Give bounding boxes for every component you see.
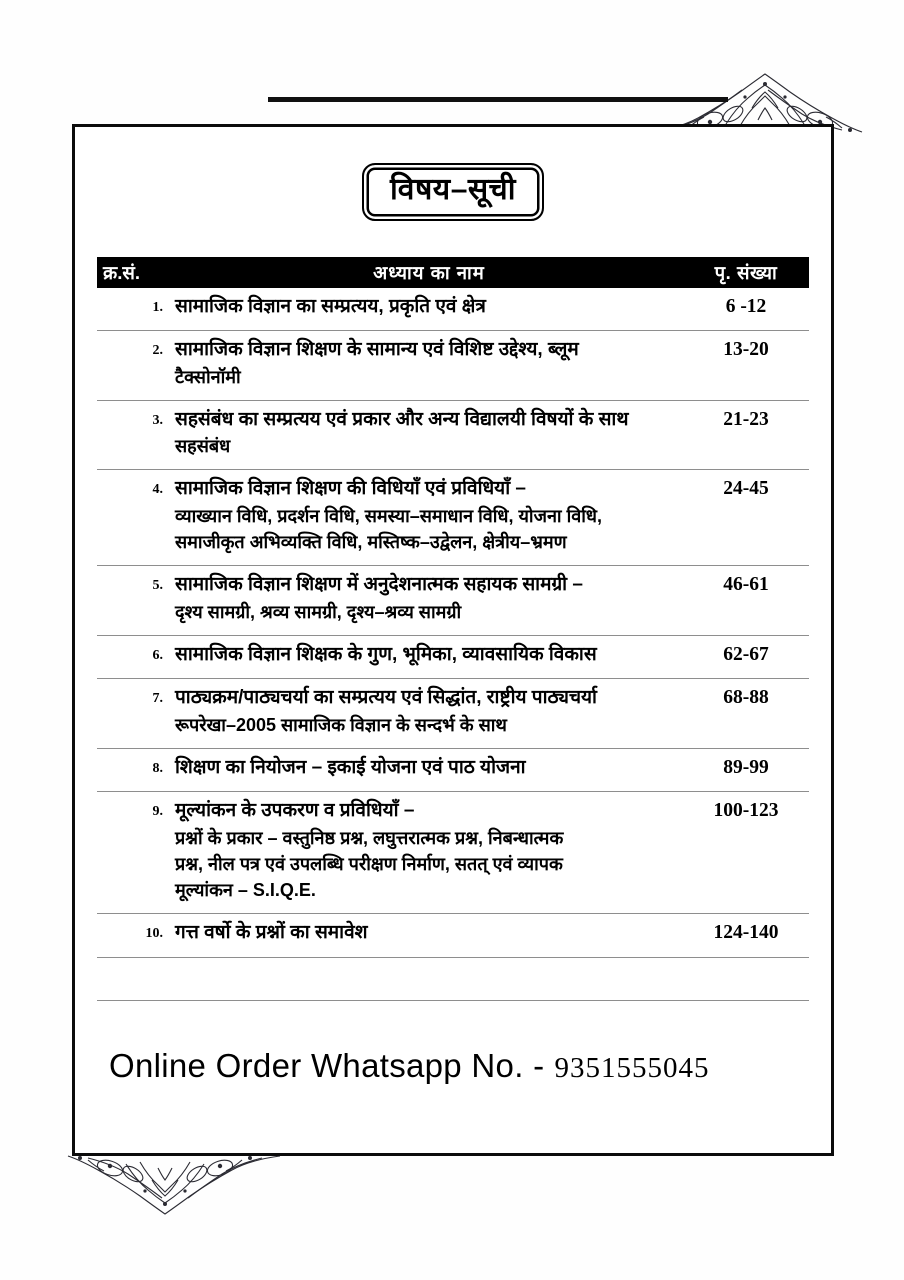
cell-serial-number: 6. xyxy=(152,647,163,663)
cell-page-range: 68-88 xyxy=(723,687,769,709)
cell-chapter-name xyxy=(175,336,683,390)
cell-page-range: 89-99 xyxy=(723,756,769,778)
cell-page-range: 6 -12 xyxy=(725,295,767,317)
chapter-subtitle-line: मूल्यांकन – S.I.Q.E. xyxy=(175,880,316,901)
chapter-title: गत्त वर्षो के प्रश्नों का समावेश xyxy=(175,922,368,944)
cell-serial-number: 10. xyxy=(145,926,163,942)
table-header-row xyxy=(97,257,809,288)
table-row xyxy=(97,470,809,566)
chapter-subtitle-line: रूपरेखा–2005 सामाजिक विज्ञान के सन्दर्भ के साथ xyxy=(175,714,507,735)
cell-chapter-name xyxy=(175,406,683,460)
cell-page-range: 13-20 xyxy=(723,339,769,361)
cell-chapter-name xyxy=(175,797,683,903)
cell-serial-number: 4. xyxy=(152,482,163,498)
column-header-page: पृ. संख्या xyxy=(714,261,778,283)
chapter-title: मूल्यांकन के उपकरण व प्रविधियाँ – xyxy=(175,800,415,822)
cell-page-range: 100-123 xyxy=(713,800,779,822)
cell-serial-number: 5. xyxy=(152,578,163,594)
table-row xyxy=(97,331,809,401)
column-header-serial: क्र.सं. xyxy=(103,261,140,283)
cell-chapter-name xyxy=(175,684,683,738)
cell-page-range: 24-45 xyxy=(723,478,769,500)
column-header-chapter: अध्याय का नाम xyxy=(373,261,485,283)
chapter-title: सामाजिक विज्ञान शिक्षक के गुण, भूमिका, व्यावसायिक विकास xyxy=(175,643,597,665)
chapter-subtitle-line: प्रश्नों के प्रकार – वस्तुनिष्ठ प्रश्न, लघुत्तरात्मक प्रश्न, निबन्धात्मक xyxy=(175,827,564,848)
cell-serial-number: 7. xyxy=(152,691,163,707)
mandala-ornament-icon xyxy=(60,1150,290,1220)
table-row xyxy=(97,288,809,332)
chapter-title: सामाजिक विज्ञान शिक्षण की विधियाँ एवं प्रविधियाँ – xyxy=(175,478,526,500)
table-row xyxy=(97,749,809,793)
cell-chapter-name xyxy=(175,641,683,669)
title-plaque xyxy=(362,163,544,221)
table-body xyxy=(97,288,809,958)
table-row xyxy=(97,636,809,680)
content-frame xyxy=(72,124,834,1156)
chapter-subtitle-line: दृश्य सामग्री, श्रव्य सामग्री, दृश्य–श्रव्य सामग्री xyxy=(175,601,462,622)
promo-phone-number[interactable]: 9351555045 xyxy=(554,1051,710,1084)
cell-serial-number: 1. xyxy=(152,299,163,315)
promo-label: Online Order Whatsapp No. - xyxy=(109,1046,545,1084)
cell-chapter-name xyxy=(175,293,683,321)
chapter-title: सामाजिक विज्ञान का सम्प्रत्यय, प्रकृति एवं क्षेत्र xyxy=(175,295,486,317)
chapter-subtitle-line: सहसंबंध xyxy=(175,436,231,457)
cell-page-range: 21-23 xyxy=(723,408,769,430)
cell-serial-number: 2. xyxy=(152,343,163,359)
table-of-contents xyxy=(97,257,809,1001)
promo-banner xyxy=(109,1047,831,1085)
chapter-title: सामाजिक विज्ञान शिक्षण में अनुदेशनात्मक सहायक सामग्री – xyxy=(175,574,583,596)
chapter-title: सामाजिक विज्ञान शिक्षण के सामान्य एवं विशिष्ट उद्देश्य, ब्लूम xyxy=(175,339,579,361)
cell-page-range: 124-140 xyxy=(713,922,779,944)
chapter-title: सहसंबंध का सम्प्रत्यय एवं प्रकार और अन्य विद्यालयी विषयों के साथ xyxy=(175,408,629,430)
top-decorative-rule xyxy=(268,97,728,102)
cell-chapter-name xyxy=(175,754,683,782)
table-row xyxy=(97,914,809,958)
table-row xyxy=(97,401,809,471)
table-row xyxy=(97,679,809,749)
table-row xyxy=(97,566,809,636)
chapter-subtitle-line: टैक्सोनॉमी xyxy=(175,366,241,387)
cell-chapter-name xyxy=(175,919,683,947)
cell-page-range: 62-67 xyxy=(723,643,769,665)
chapter-subtitle-line: प्रश्न, नील पत्र एवं उपलब्धि परीक्षण निर्माण, सतत् एवं व्यापक xyxy=(175,854,563,875)
cell-chapter-name xyxy=(175,475,683,555)
chapter-title: शिक्षण का नियोजन – इकाई योजना एवं पाठ योजना xyxy=(175,756,526,778)
chapter-title: पाठ्यक्रम/पाठ्यचर्या का सम्प्रत्यय एवं सिद्धांत, राष्ट्रीय पाठ्यचर्या xyxy=(175,687,597,709)
cell-serial-number: 8. xyxy=(152,760,163,776)
page-title-container xyxy=(75,163,831,221)
cell-page-range: 46-61 xyxy=(723,574,769,596)
cell-serial-number: 3. xyxy=(152,412,163,428)
chapter-subtitle-line: व्याख्यान विधि, प्रदर्शन विधि, समस्या–समाधान विधि, योजना विधि, xyxy=(175,505,602,526)
page-title: विषय–सूची xyxy=(390,173,516,206)
cell-serial-number: 9. xyxy=(152,804,163,820)
cell-chapter-name xyxy=(175,571,683,625)
table-trailing-rule xyxy=(97,958,809,1001)
table-row xyxy=(97,792,809,914)
chapter-subtitle-line: समाजीकृत अभिव्यक्ति विधि, मस्तिष्क–उद्वेलन, क्षेत्रीय–भ्रमण xyxy=(175,531,567,552)
